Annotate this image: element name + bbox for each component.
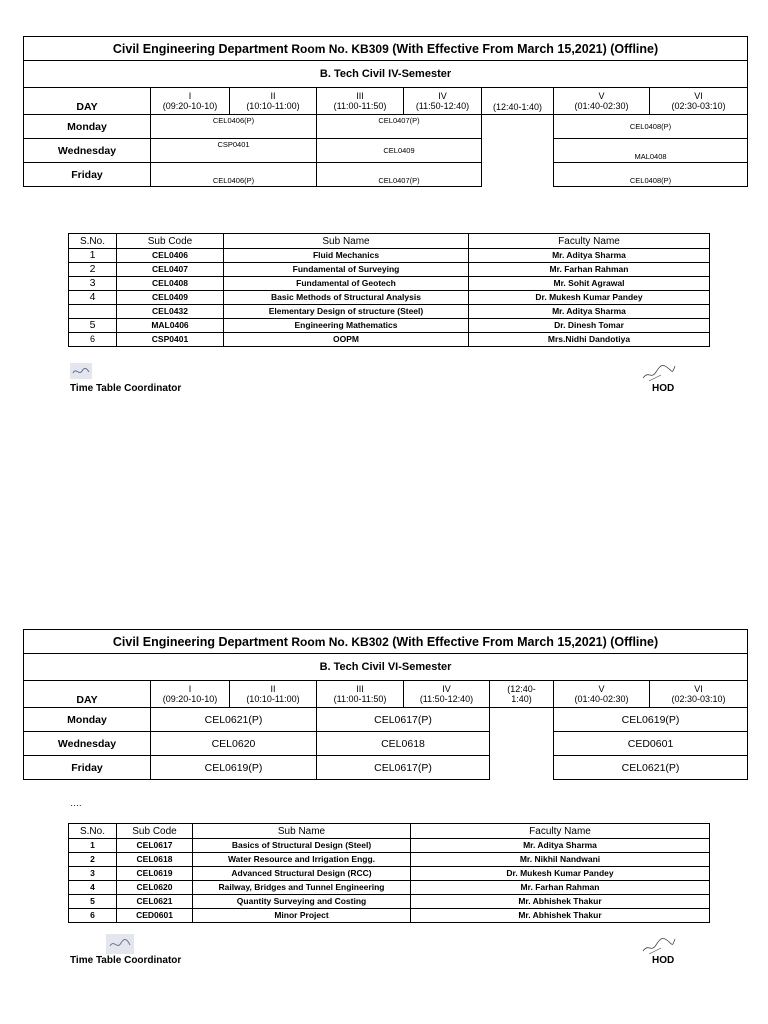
slot-cell: CEL0619(P) bbox=[151, 756, 317, 780]
col-header: Sub Code bbox=[117, 234, 224, 249]
col-header: S.No. bbox=[69, 234, 117, 249]
day-friday: Friday bbox=[24, 163, 151, 187]
hod-signature-image bbox=[641, 360, 677, 382]
slot-cell: CEL0621(P) bbox=[151, 708, 317, 732]
slot-cell: CEL0619(P) bbox=[554, 708, 748, 732]
day-monday: Monday bbox=[24, 115, 151, 139]
hod-label: HOD bbox=[652, 955, 675, 966]
col-header: Faculty Name bbox=[469, 234, 710, 249]
period-header: VI (02:30-03:10) bbox=[650, 681, 748, 708]
table-row: 6 CED0601 Minor Project Mr. Abhishek Thakur bbox=[69, 909, 710, 923]
day-wednesday: Wednesday bbox=[24, 732, 151, 756]
col-header: Sub Name bbox=[193, 824, 411, 839]
semester-title: B. Tech Civil IV-Semester bbox=[24, 61, 748, 88]
table-row: 1 CEL0617 Basics of Structural Design (Steel) Mr. Aditya Sharma bbox=[69, 839, 710, 853]
hod-label: HOD bbox=[652, 383, 675, 394]
slot-cell: CEL0621(P) bbox=[554, 756, 748, 780]
slot-cell: CEL0618 bbox=[317, 732, 490, 756]
ellipsis-mark: …. bbox=[70, 798, 82, 808]
timetable-vi-semester bbox=[23, 629, 748, 780]
table-row: CEL0432 Elementary Design of structure (Steel) Mr. Aditya Sharma bbox=[69, 305, 710, 319]
period-header: V (01:40-02:30) bbox=[554, 88, 650, 115]
coordinator-signature-image bbox=[106, 934, 134, 954]
slot-cell: CEL0409 bbox=[317, 139, 482, 163]
lunch-header: (12:40- 1:40) bbox=[490, 681, 554, 708]
col-header: Sub Code bbox=[117, 824, 193, 839]
day-friday: Friday bbox=[24, 756, 151, 780]
col-header: Faculty Name bbox=[411, 824, 710, 839]
timetable-title: Civil Engineering Department Room No. KB309 (With Effective From March 15,2021) (Offline) bbox=[24, 37, 748, 61]
slot-cell: CEL0617(P) bbox=[317, 708, 490, 732]
slot-cell: CEL0620 bbox=[151, 732, 317, 756]
day-header: DAY bbox=[24, 681, 151, 708]
period-header: VI (02:30-03:10) bbox=[650, 88, 748, 115]
col-header: S.No. bbox=[69, 824, 117, 839]
period-header: III (11:00-11:50) bbox=[317, 88, 404, 115]
table-row: 4 CEL0620 Railway, Bridges and Tunnel Engineering Mr. Farhan Rahman bbox=[69, 881, 710, 895]
timetable-iv-semester bbox=[23, 36, 748, 187]
slot-cell: CEL0408(P) bbox=[554, 115, 748, 139]
period-header: I (09:20-10-10) bbox=[151, 88, 230, 115]
hod-signature-image bbox=[641, 933, 677, 955]
table-row: 3 CEL0619 Advanced Structural Design (RCC) Dr. Mukesh Kumar Pandey bbox=[69, 867, 710, 881]
slot-cell: CEL0408(P) bbox=[554, 163, 748, 187]
timetable-title: Civil Engineering Department Room No. KB302 (With Effective From March 15,2021) (Offline) bbox=[24, 630, 748, 654]
period-header: II (10:10-11:00) bbox=[230, 88, 317, 115]
slot-cell: CEL0406(P) bbox=[151, 115, 317, 139]
coordinator-label: Time Table Coordinator bbox=[70, 955, 182, 966]
slot-cell: MAL0408 bbox=[554, 139, 748, 163]
subject-table-iv-semester bbox=[68, 233, 710, 347]
table-row: 5 CEL0621 Quantity Surveying and Costing Mr. Abhishek Thakur bbox=[69, 895, 710, 909]
slot-cell: CEL0617(P) bbox=[317, 756, 490, 780]
period-header: IV (11:50-12:40) bbox=[404, 681, 490, 708]
day-header: DAY bbox=[24, 88, 151, 115]
slot-cell: CEL0407(P) bbox=[317, 115, 482, 139]
table-row: 2 CEL0407 Fundamental of Surveying Mr. Farhan Rahman bbox=[69, 263, 710, 277]
slot-cell: CEL0407(P) bbox=[317, 163, 482, 187]
period-header: III (11:00-11:50) bbox=[317, 681, 404, 708]
lunch-break-cell bbox=[482, 115, 554, 187]
table-row: 5 MAL0406 Engineering Mathematics Dr. Dinesh Tomar bbox=[69, 319, 710, 333]
period-header: I (09:20-10-10) bbox=[151, 681, 230, 708]
table-row: 1 CEL0406 Fluid Mechanics Mr. Aditya Sharma bbox=[69, 249, 710, 263]
coordinator-label: Time Table Coordinator bbox=[70, 383, 182, 394]
period-header: IV (11:50-12:40) bbox=[404, 88, 482, 115]
lunch-break-cell bbox=[490, 708, 554, 780]
table-row: 3 CEL0408 Fundamental of Geotech Mr. Sohit Agrawal bbox=[69, 277, 710, 291]
table-row: 6 CSP0401 OOPM Mrs.Nidhi Dandotiya bbox=[69, 333, 710, 347]
lunch-header: (12:40-1:40) bbox=[482, 88, 554, 115]
period-header: V (01:40-02:30) bbox=[554, 681, 650, 708]
subject-table-vi-semester bbox=[68, 823, 710, 923]
day-wednesday: Wednesday bbox=[24, 139, 151, 163]
table-row: 4 CEL0409 Basic Methods of Structural Analysis Dr. Mukesh Kumar Pandey bbox=[69, 291, 710, 305]
semester-title: B. Tech Civil VI-Semester bbox=[24, 654, 748, 681]
slot-cell: CSP0401 bbox=[151, 139, 317, 163]
table-row: 2 CEL0618 Water Resource and Irrigation Engg. Mr. Nikhil Nandwani bbox=[69, 853, 710, 867]
day-monday: Monday bbox=[24, 708, 151, 732]
slot-cell: CED0601 bbox=[554, 732, 748, 756]
slot-cell: CEL0406(P) bbox=[151, 163, 317, 187]
col-header: Sub Name bbox=[224, 234, 469, 249]
coordinator-signature-image bbox=[70, 363, 92, 379]
period-header: II (10:10-11:00) bbox=[230, 681, 317, 708]
